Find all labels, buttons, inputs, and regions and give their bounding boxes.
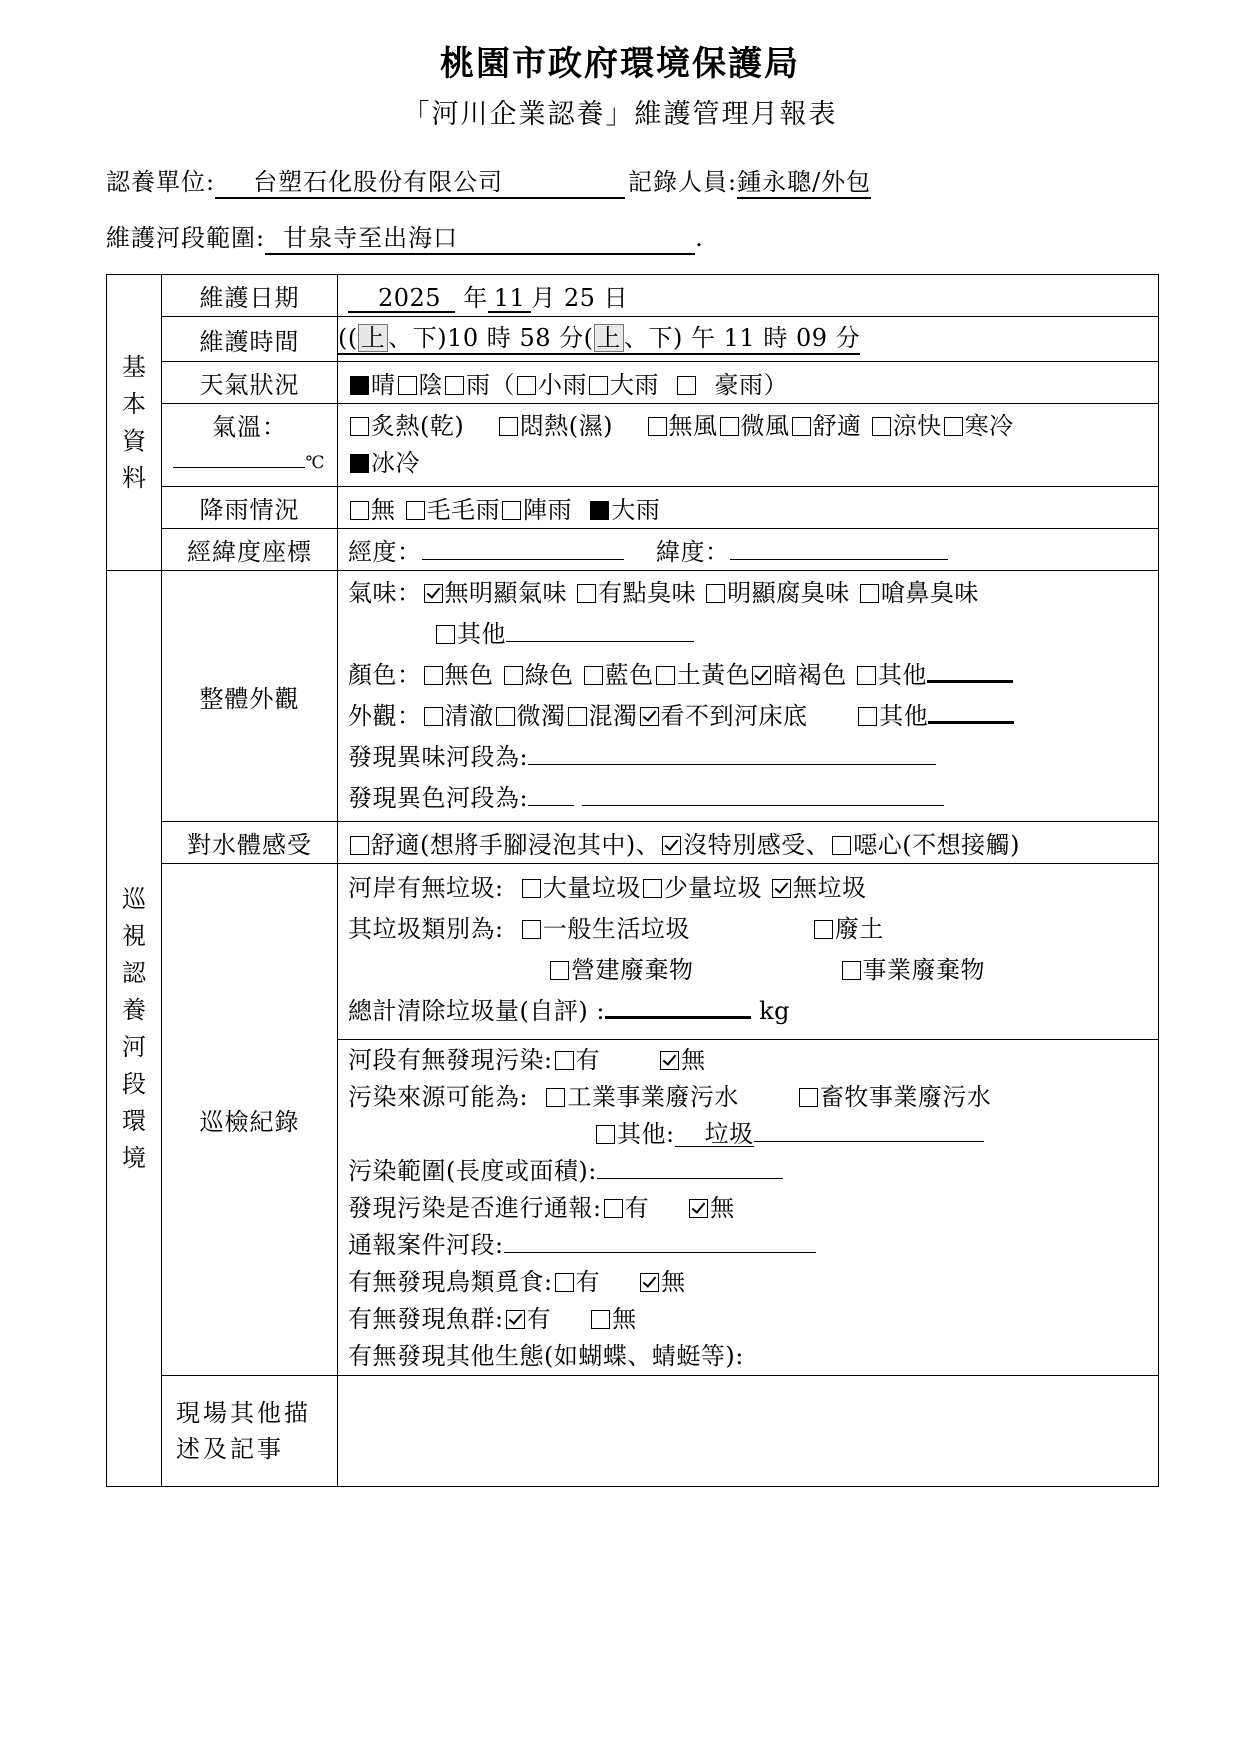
recorder-label: 記錄人員:	[628, 168, 738, 196]
time-label: 維護時間	[162, 317, 338, 362]
page-subtitle: 「河川企業認養」維護管理月報表	[402, 99, 838, 130]
trash-household-checkbox[interactable]	[522, 920, 541, 939]
weather-heavy-rain-checkbox[interactable]	[589, 376, 608, 395]
rain-drizzle-checkbox[interactable]	[406, 501, 425, 520]
source-other-input[interactable]: 垃圾	[675, 1122, 754, 1147]
ampm-select-1[interactable]: 上	[358, 324, 389, 352]
report-table	[106, 274, 1159, 1487]
page-title: 桃園市政府環境保護局	[440, 44, 800, 84]
bird-no-checkbox[interactable]	[640, 1273, 659, 1292]
temp-input[interactable]	[173, 445, 305, 468]
bird-yes-checkbox[interactable]	[555, 1273, 574, 1292]
weather-options: 晴 陰 雨（ 小雨 大雨 豪雨）	[338, 362, 1159, 404]
pollution-yes-checkbox[interactable]	[555, 1051, 574, 1070]
weather-rain-checkbox[interactable]	[445, 376, 464, 395]
temp-cold-checkbox[interactable]	[944, 417, 963, 436]
adopter-row	[106, 162, 625, 199]
smell-other-checkbox[interactable]	[436, 625, 455, 644]
temp-label-cell: 氣溫： ℃	[162, 404, 338, 487]
odd-color-input[interactable]	[582, 783, 944, 806]
trash-much-checkbox[interactable]	[522, 879, 541, 898]
trash-soil-checkbox[interactable]	[814, 920, 833, 939]
patrol-section-label: 巡 視 認 養 河 段 環 境	[107, 571, 162, 1487]
fish-no-checkbox[interactable]	[591, 1310, 610, 1329]
odd-smell-input[interactable]	[528, 742, 936, 765]
color-yellow-checkbox[interactable]	[656, 666, 675, 685]
range-label: 維護河段範圍:	[106, 224, 266, 252]
source-other-checkbox[interactable]	[596, 1125, 615, 1144]
source-industrial-checkbox[interactable]	[546, 1088, 565, 1107]
rain-none-checkbox[interactable]	[350, 501, 369, 520]
rainfall-options: 無 毛毛雨 陣雨 大雨	[338, 487, 1159, 529]
source-livestock-checkbox[interactable]	[799, 1088, 818, 1107]
date-label: 維護日期	[162, 275, 338, 317]
feel-neutral-checkbox[interactable]	[662, 836, 681, 855]
feel-disgust-checkbox[interactable]	[832, 836, 851, 855]
feel-comfort-checkbox[interactable]	[350, 836, 369, 855]
rain-heavy-checkbox[interactable]	[590, 501, 609, 520]
color-other-input[interactable]	[927, 658, 1013, 683]
weather-storm-checkbox[interactable]	[677, 376, 696, 395]
look-slight-turbid-checkbox[interactable]	[496, 707, 515, 726]
color-brown-checkbox[interactable]	[752, 666, 771, 685]
look-other-input[interactable]	[928, 699, 1014, 724]
trash-industrial-checkbox[interactable]	[842, 961, 861, 980]
smell-rotten-checkbox[interactable]	[706, 584, 725, 603]
trash-little-checkbox[interactable]	[643, 879, 662, 898]
range-field[interactable]: 甘泉寺至出海口	[265, 223, 695, 255]
smell-other-input[interactable]	[506, 619, 694, 642]
look-turbid-checkbox[interactable]	[568, 707, 587, 726]
rainfall-label: 降雨情況	[162, 487, 338, 529]
feel-label: 對水體感受	[162, 822, 338, 864]
appearance-options: 氣味： 無明顯氣味 有點臭味 明顯腐臭味 嗆鼻臭味 其他 顏色： 無色 綠色 藍色 土黃色 暗褐色 其他 外觀： 清澈 微濁 混濁 看不到河床底 其他 發現異味河段為: 發現異色河段為:	[338, 571, 1159, 822]
longitude-input[interactable]	[422, 537, 624, 560]
trash-none-checkbox[interactable]	[772, 879, 791, 898]
smell-pungent-checkbox[interactable]	[860, 584, 879, 603]
rain-shower-checkbox[interactable]	[502, 501, 521, 520]
color-none-checkbox[interactable]	[424, 666, 443, 685]
recorder-row	[628, 162, 871, 199]
smell-slight-checkbox[interactable]	[577, 584, 596, 603]
basic-section-label: 基 本 資 料	[107, 275, 162, 571]
appearance-label: 整體外觀	[162, 571, 338, 822]
scope-input[interactable]	[597, 1156, 783, 1179]
trash-construction-checkbox[interactable]	[550, 961, 569, 980]
recorder-field[interactable]: 鍾永聰/外包	[737, 167, 871, 199]
color-green-checkbox[interactable]	[504, 666, 523, 685]
report-no-checkbox[interactable]	[689, 1199, 708, 1218]
trash-amount-input[interactable]	[605, 994, 751, 1019]
weather-cloudy-checkbox[interactable]	[398, 376, 417, 395]
case-input[interactable]	[504, 1230, 816, 1253]
date-field[interactable]: 2025 年 11 月 25 日	[338, 275, 1159, 317]
temp-cool-checkbox[interactable]	[872, 417, 891, 436]
look-other-checkbox[interactable]	[858, 707, 877, 726]
color-other-checkbox[interactable]	[857, 666, 876, 685]
temp-comfort-checkbox[interactable]	[792, 417, 811, 436]
temp-hot-dry-checkbox[interactable]	[350, 417, 369, 436]
pollution-no-checkbox[interactable]	[660, 1051, 679, 1070]
coord-fields: 經度： 緯度：	[338, 529, 1159, 571]
temp-no-wind-checkbox[interactable]	[648, 417, 667, 436]
weather-sunny-checkbox[interactable]	[350, 376, 369, 395]
notes-input[interactable]	[338, 1376, 1159, 1487]
notes-label: 現場其他描述及記事	[162, 1376, 338, 1487]
record-label: 巡檢紀錄	[162, 864, 338, 1376]
report-yes-checkbox[interactable]	[604, 1199, 623, 1218]
look-clear-checkbox[interactable]	[424, 707, 443, 726]
ampm-select-2[interactable]: 上	[594, 324, 625, 352]
adopter-field[interactable]: 台塑石化股份有限公司	[215, 167, 625, 199]
range-row: 維護河段範圍: 甘泉寺至出海口 .	[106, 218, 704, 255]
feel-options: 舒適(想將手腳浸泡其中)、 沒特別感受、 噁心(不想接觸)	[338, 822, 1159, 864]
smell-none-checkbox[interactable]	[424, 584, 443, 603]
look-no-bed-checkbox[interactable]	[640, 707, 659, 726]
time-field[interactable]: (( 上 、下)10 時 58 分( 上 、下) 午 11 時 09 分	[338, 317, 1159, 362]
coord-label: 經緯度座標	[162, 529, 338, 571]
temp-options: 炙熱(乾) 悶熱(濕) 無風 微風 舒適 涼快 寒冷 冰冷	[338, 404, 1159, 487]
temp-hot-humid-checkbox[interactable]	[499, 417, 518, 436]
weather-label: 天氣狀況	[162, 362, 338, 404]
temp-breeze-checkbox[interactable]	[720, 417, 739, 436]
weather-light-rain-checkbox[interactable]	[517, 376, 536, 395]
record-cell: 河岸有無垃圾: 大量垃圾 少量垃圾 無垃圾 其垃圾類別為: 一般生活垃圾 廢土 營建廢棄物 事業廢棄物 總計清除垃圾量(自評) : kg 河段有無發現污染: 有 無 污染來源可能為: 工業事業廢污水 畜牧事業廢污水 其他: 垃圾 污染範圍(長度或面積): 發現污染是否進行通報: 有 無 通報案件河段: 有無發現鳥類覓食: 有 無 有無發現魚群: 有 無 有無發現其他生態(如蝴蝶、蜻蜓等):	[338, 864, 1159, 1376]
color-blue-checkbox[interactable]	[584, 666, 603, 685]
adopter-label: 認養單位:	[106, 168, 216, 196]
temp-freezing-checkbox[interactable]	[350, 454, 369, 473]
latitude-input[interactable]	[730, 537, 948, 560]
fish-yes-checkbox[interactable]	[506, 1310, 525, 1329]
